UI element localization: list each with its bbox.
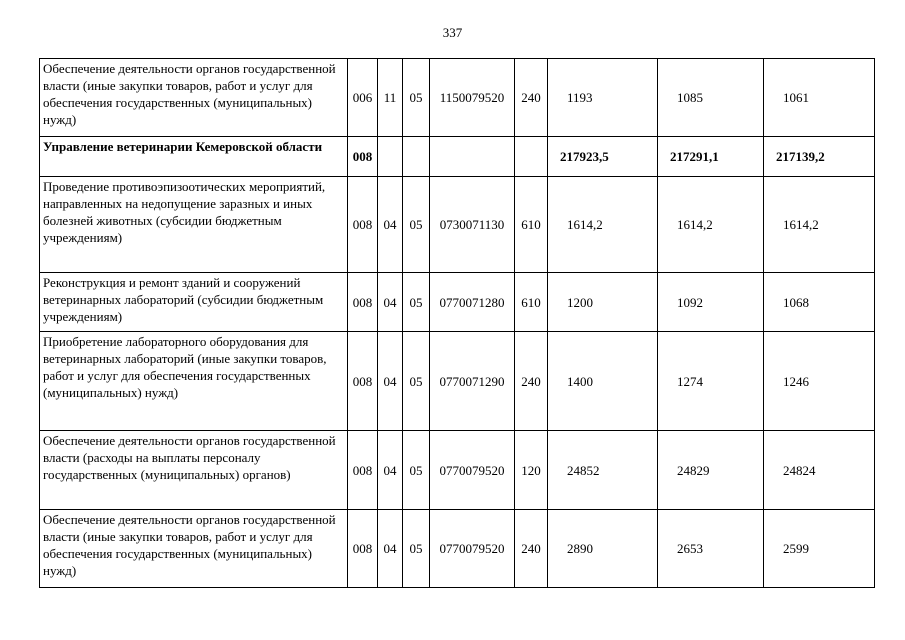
amount-year-3-cell: 217139,2 [764,137,875,177]
expense-type-code-cell [515,137,548,177]
subsection-code-cell [403,137,430,177]
amount-year-1-cell: 217923,5 [548,137,658,177]
subsection-code-cell: 05 [403,177,430,273]
amount-year-1-cell: 1193 [548,59,658,137]
amount-year-3-cell: 1246 [764,332,875,431]
ministry-code-cell: 008 [348,510,378,588]
table-row [40,510,875,588]
subsection-code-cell: 05 [403,273,430,332]
ministry-code-cell: 008 [348,332,378,431]
amount-year-3-cell: 1614,2 [764,177,875,273]
row-name-cell: Проведение противоэпизоотических мероприятий, направленных на недопущение заразных и иных болезней животных (субсидии бюджетным учреждениям) [40,177,348,273]
ministry-code-cell: 008 [348,273,378,332]
amount-year-2-cell: 1614,2 [658,177,764,273]
ministry-code-cell: 008 [348,177,378,273]
subsection-code-cell: 05 [403,431,430,510]
amount-year-1-cell: 24852 [548,431,658,510]
target-code-cell [430,137,515,177]
section-code-cell [378,137,403,177]
row-name-cell: Реконструкция и ремонт зданий и сооружений ветеринарных лабораторий (субсидии бюджетным учреждениям) [40,273,348,332]
ministry-code-cell: 006 [348,59,378,137]
section-code-cell: 11 [378,59,403,137]
budget-table [39,58,875,588]
expense-type-code-cell: 240 [515,59,548,137]
amount-year-2-cell: 24829 [658,431,764,510]
amount-year-1-cell: 1614,2 [548,177,658,273]
amount-year-2-cell: 1274 [658,332,764,431]
section-code-cell: 04 [378,177,403,273]
amount-year-3-cell: 24824 [764,431,875,510]
table-row [40,431,875,510]
target-code-cell: 0770071290 [430,332,515,431]
table-row [40,177,875,273]
row-name-cell: Обеспечение деятельности органов государственной власти (иные закупки товаров, работ и услуг для обеспечения государственных (муниципальных) нужд) [40,59,348,137]
row-name-cell: Обеспечение деятельности органов государственной власти (расходы на выплаты персоналу государственных (муниципальных) органов) [40,431,348,510]
target-code-cell: 0730071130 [430,177,515,273]
table-row [40,59,875,137]
target-code-cell: 0770071280 [430,273,515,332]
section-code-cell: 04 [378,510,403,588]
subsection-code-cell: 05 [403,510,430,588]
amount-year-3-cell: 2599 [764,510,875,588]
expense-type-code-cell: 610 [515,177,548,273]
expense-type-code-cell: 610 [515,273,548,332]
amount-year-2-cell: 217291,1 [658,137,764,177]
amount-year-2-cell: 1085 [658,59,764,137]
ministry-code-cell: 008 [348,137,378,177]
row-name-cell: Обеспечение деятельности органов государственной власти (иные закупки товаров, работ и услуг для обеспечения государственных (муниципальных) нужд) [40,510,348,588]
page-number: 337 [442,25,463,40]
amount-year-1-cell: 2890 [548,510,658,588]
amount-year-3-cell: 1061 [764,59,875,137]
amount-year-1-cell: 1200 [548,273,658,332]
subsection-code-cell: 05 [403,59,430,137]
section-code-cell: 04 [378,273,403,332]
row-name-cell: Управление ветеринарии Кемеровской области [40,137,348,177]
expense-type-code-cell: 120 [515,431,548,510]
row-name-cell: Приобретение лабораторного оборудования для ветеринарных лабораторий (иные закупки товаров, работ и услуг для обеспечения государственных (муниципальных) нужд) [40,332,348,431]
subsection-code-cell: 05 [403,332,430,431]
target-code-cell: 0770079520 [430,431,515,510]
target-code-cell: 1150079520 [430,59,515,137]
table-row [40,273,875,332]
expense-type-code-cell: 240 [515,510,548,588]
amount-year-1-cell: 1400 [548,332,658,431]
amount-year-2-cell: 1092 [658,273,764,332]
amount-year-3-cell: 1068 [764,273,875,332]
table-row [40,332,875,431]
target-code-cell: 0770079520 [430,510,515,588]
amount-year-2-cell: 2653 [658,510,764,588]
ministry-code-cell: 008 [348,431,378,510]
expense-type-code-cell: 240 [515,332,548,431]
table-row-department [40,137,875,177]
section-code-cell: 04 [378,332,403,431]
section-code-cell: 04 [378,431,403,510]
